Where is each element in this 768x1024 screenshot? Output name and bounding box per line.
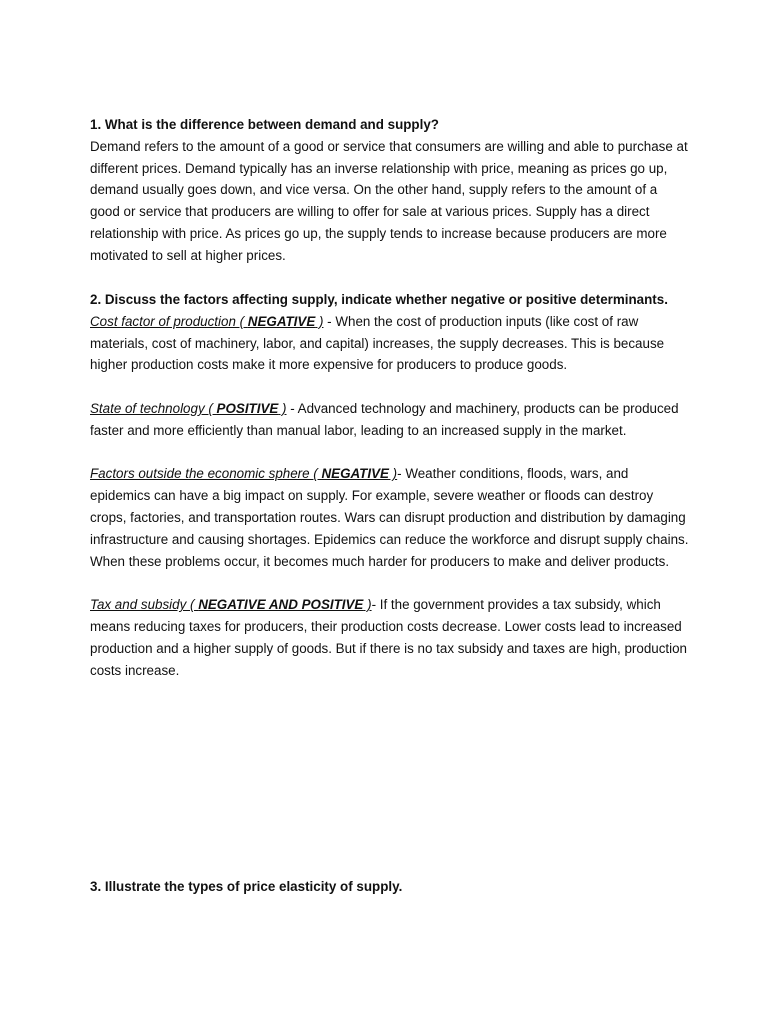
factor-tax-and-subsidy <box>90 594 690 681</box>
factor-text: - When the cost of production inputs (like cost of raw materials, cost of machinery, labor, and capital) increases, the supply decreases. This is because higher production costs make it more expensive for producers to produce goods. <box>90 313 665 373</box>
factor-text: - Advanced technology and machinery, products can be produced faster and more efficiently than manual labor, leading to an increased supply in the market. <box>90 400 679 438</box>
factor-cost-of-production <box>90 311 690 376</box>
factor-label: Tax and subsidy ( NEGATIVE AND POSITIVE ) <box>90 597 372 613</box>
factor-text: - Weather conditions, floods, wars, and epidemics can have a big impact on supply. For example, severe weather or floods can destroy crops, factories, and transportation routes. Wars can disrupt production and distribution by damaging infrastructure and causing shortages. Epidemics can reduce the workforce and disrupt supply chains. When these problems occur, it becomes much harder for producers to make and deliver products. <box>90 466 689 569</box>
factor-label: State of technology ( POSITIVE ) <box>90 400 287 416</box>
question-1 <box>90 114 690 267</box>
factor-text: - If the government provides a tax subsidy, which means reducing taxes for producers, their production costs decrease. Lower costs lead to increased production and a higher supply of goods. But if there is no tax subsidy and taxes are high, production costs increase. <box>90 597 688 678</box>
determinant-tag: POSITIVE <box>216 400 279 416</box>
determinant-tag: NEGATIVE <box>247 313 316 329</box>
question-2-title: 2. Discuss the factors affecting supply, indicate whether negative or positive determinants. <box>90 292 668 307</box>
factor-state-of-technology <box>90 398 690 442</box>
question-1-answer: Demand refers to the amount of a good or service that consumers are willing and able to purchase at different prices. Demand typically has an inverse relationship with price, meaning as prices go up, demand usually goes down, and vice versa. On the other hand, supply refers to the amount of a good or service that producers are willing to offer for sale at various prices. Supply has a direct relationship with price. As prices go up, the supply tends to increase because producers are more motivated to sell at higher prices. <box>90 138 688 263</box>
determinant-tag: NEGATIVE <box>321 466 389 482</box>
determinant-tag: NEGATIVE AND POSITIVE <box>198 597 364 613</box>
question-3 <box>90 876 690 898</box>
question-3-title: 3. Illustrate the types of price elasticity of supply. <box>90 879 403 894</box>
factor-outside-economic-sphere <box>90 463 690 572</box>
factor-label: Factors outside the economic sphere ( NEGATIVE ) <box>90 466 398 482</box>
question-2 <box>90 289 690 681</box>
question-1-title: 1. What is the difference between demand and supply? <box>90 117 439 132</box>
factor-label: Cost factor of production ( NEGATIVE ) <box>90 313 324 329</box>
